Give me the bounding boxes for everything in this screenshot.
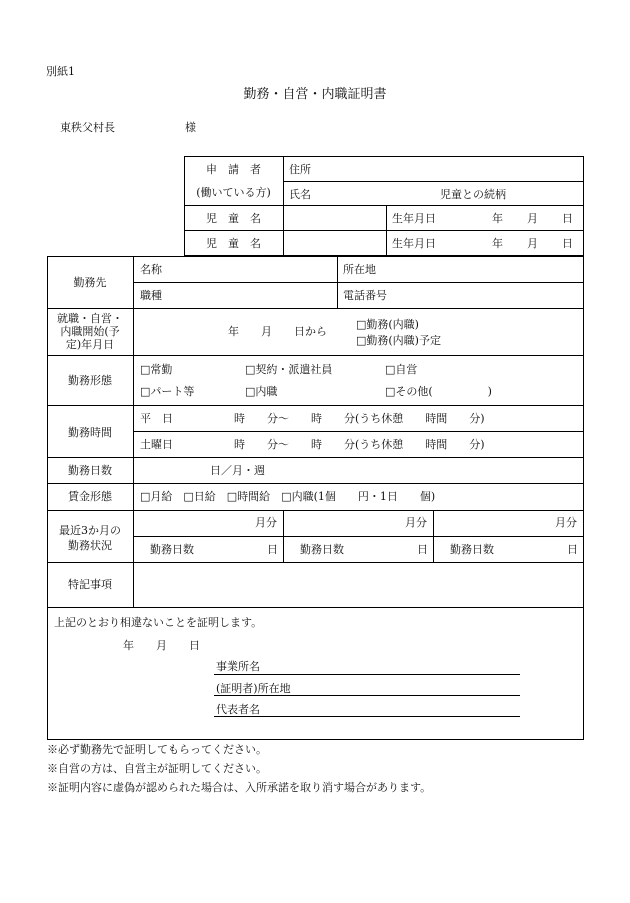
month-2: 月分: [405, 516, 427, 529]
wage-label: 賃金形態: [68, 490, 112, 503]
option-homework[interactable]: □内職: [245, 385, 278, 398]
relation-label: 児童との続柄: [440, 188, 506, 201]
year-unit: 年: [492, 212, 503, 225]
option-other[interactable]: □その他( ): [385, 385, 492, 398]
month-1: 月分: [255, 516, 277, 529]
appendix-label: 別紙1: [46, 65, 75, 78]
child-name-label-2: 児 童 名: [206, 237, 261, 250]
footnote-2: ※自営の方は、自営主が証明してください。: [47, 762, 267, 775]
workdays-1-label: 勤務日数: [150, 543, 194, 556]
start-option-working[interactable]: □勤務(内職): [356, 318, 419, 331]
year-unit: 年: [492, 237, 503, 250]
workplace-label: 勤務先: [73, 276, 107, 289]
certification-statement: 上記のとおり相違ないことを証明します。: [54, 616, 263, 629]
certifier-address-field: (証明者)所在地: [216, 682, 291, 695]
name-label: 氏名: [289, 188, 311, 201]
day-unit: 日: [562, 237, 573, 250]
recent-status-label: 最近3か月の 勤務状況: [59, 524, 121, 552]
workdays-3-label: 勤務日数: [450, 543, 494, 556]
footnote-1: ※必ず勤務先で証明してもらってください。: [47, 743, 267, 756]
child-name-label-1: 児 童 名: [206, 212, 261, 225]
footnote-3: ※証明内容に虚偽が認められた場合は、入所承諾を取り消す場合があります。: [47, 781, 432, 794]
month-unit: 月: [527, 212, 538, 225]
work-form-label: 勤務形態: [68, 374, 112, 387]
phone-label: 電話番号: [343, 289, 387, 302]
start-option-planned[interactable]: □勤務(内職)予定: [356, 334, 441, 347]
representative-field: 代表者名: [216, 703, 260, 716]
saturday-label: 土曜日: [140, 438, 173, 451]
month-unit: 月: [527, 237, 538, 250]
day-unit: 日: [267, 543, 278, 556]
month-3: 月分: [555, 516, 577, 529]
work-days-label: 勤務日数: [68, 464, 112, 477]
company-name-label: 名称: [140, 263, 162, 276]
applicant-sublabel: (働いている方): [196, 186, 271, 199]
saturday-hours: 時 分～ 時 分(うち休憩 時間 分): [234, 438, 485, 451]
certification-date: 年 月 日: [123, 639, 200, 652]
applicant-label: 申 請 者: [206, 163, 261, 176]
weekday-label: 平 日: [140, 412, 173, 425]
work-days-value: 日／月・週: [210, 464, 265, 477]
addressee: 東秩父村長: [60, 121, 115, 134]
wage-options[interactable]: □月給 □日給 □時間給 □内職(1個 円・1日 個): [140, 490, 436, 503]
birthdate-label-1: 生年月日: [392, 212, 436, 225]
company-name-field: 事業所名: [216, 660, 260, 673]
day-unit: 日: [567, 543, 578, 556]
option-fulltime[interactable]: □常勤: [140, 363, 173, 376]
start-date-label: 就職・自営・ 内職開始(予 定)年月日: [57, 312, 123, 351]
option-contract[interactable]: □契約・派遣社員: [245, 363, 333, 376]
start-date-value: 年 月 日から: [228, 325, 327, 338]
option-parttime[interactable]: □パート等: [140, 385, 195, 398]
honorific: 様: [185, 121, 196, 134]
address-label: 住所: [289, 163, 311, 176]
location-label: 所在地: [343, 263, 376, 276]
job-type-label: 職種: [140, 289, 162, 302]
day-unit: 日: [417, 543, 428, 556]
weekday-hours: 時 分～ 時 分(うち休憩 時間 分): [234, 412, 485, 425]
workdays-2-label: 勤務日数: [300, 543, 344, 556]
birthdate-label-2: 生年月日: [392, 237, 436, 250]
day-unit: 日: [562, 212, 573, 225]
notes-label: 特記事項: [68, 578, 112, 591]
page-title: 勤務・自営・内職証明書: [243, 87, 387, 102]
work-hours-label: 勤務時間: [68, 426, 112, 439]
option-self-employed[interactable]: □自営: [385, 363, 418, 376]
